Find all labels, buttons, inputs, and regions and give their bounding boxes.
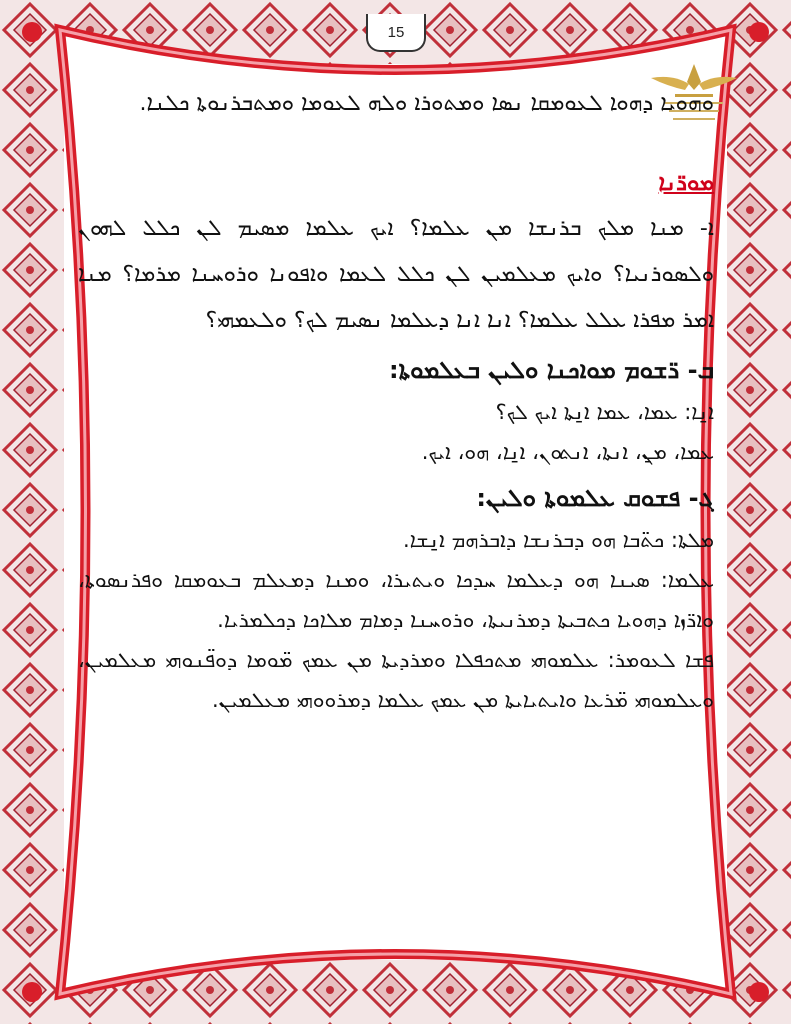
page-number: 15 — [366, 14, 426, 52]
exercise-b-line-2: ܥܡܐ، ܡ̱ܢ، ܐܢܬܐ، ܐܢܬܘܢ، ܐ̱ܢܐ، ܗܘ، ܐܝܟ. — [421, 440, 714, 464]
exercise-a: ܐ- ܡܢܐ ܡܠܟ ܒܪܢܫܐ ܡܢ ܥܠܡܐ؟ ܐܝܟ ܥܠܡܐ ܡܣܝܡ ܠܢ ܟܠܠ ܠܗܘܢ ܘܠܣܘܪܢܝܐ؟ ܘܐܝܟ ܡܥܠܡܝܢ ܠܢ ܟܠܠ ܠܥܡܐ ܘܐܦܘܢܐ ܘܪܘܚܢܐ ܡܪܡܐ؟ ܡܢܐ ܐܡܪ ܡܦܪܐ ܥܠܠ ܥܠܡܐ؟ ܐܢܐ ܐܢܐ ܕܥܠܡܐ ܢܣܝܡ ܠܟ؟ ܘܠܥܡܗܝ؟ — [78, 216, 714, 333]
exercise-c-line-2: ܥܠܡܐ: ܣܝܢܐ ܗܘ ܕܥܠܡܐ ܚܕܟܐ ܘܝܬܝܪܐ، ܘܡܢܐ ܕܡܥܠܡ ܒܥܘܡܩܐ ܘܦܪܢܣܘܬܐ، ܘܐܪ̈ܙܐ ܕܗܘܝܐ ܟܬܒܝܬܐ ܕܡܪܢܝܬܐ، ܘܪܘܚܢܐ ܕܡܐܡ ܡܠܐܟܐ ܕܟܠܡܪܝܐ. — [78, 568, 714, 632]
exercise-b-title: ܒ- ܪ̈ܫܘܡ ܡܘܐܟܢܐ ܘܠܝܢ ܒܥܠܡܘܬܐ: — [389, 356, 714, 384]
exercise-b-line-1: ܐ̱ܢܐ: ܥܡܐ، ܥܡܐ ܐ̱ܢܬܐ ܐܝܟ ܠܟ؟ — [495, 400, 714, 424]
exercise-c-title: ܓ- ܦܫܘܩ ܥܠܡܘܬܐ ܘܠܝܢ: — [476, 484, 714, 512]
page-content — [78, 78, 714, 720]
exercise-c-line-1: ܡܠܬܐ: ܟܬ̈ܒܐ ܗܘ ܕܒܪܢܫܐ ܕܐܒܪܗܡ ܐ̱ܢܫܐ. — [402, 528, 714, 552]
exercise-c-line-3: ܦܫܐ ܠܥܘܡܪ: ܥܠܡܘܗܝ ܡܬܟܦܠܐ ܘܡܪܕܝܬܐ ܡܢ ܥܡܟ ܡ̈ܘܡܐ ܕܘܦ̈ܢܘܗܝ ܡܥܠܡܝܢ، ܘܥܠܡܘܗܝ ܡ̈ܪܥܐ ܘܐܝܬܝܐܝܬܐ ܡܢ ܥܡܟ ܥܠܡܐ ܕܡܪܘܘܗܝ ܡܥܠܡܝܢ. — [78, 648, 714, 712]
exercises-heading: ܡܘܪ̈ܢܐ — [658, 171, 714, 196]
intro-paragraph: ܘܗܘܝܐ ܕܗܘܐ ܠܥܘܡܩܐ ܢܣܐ ܘܡܬܘܪܐ ܘܠܗ ܠܥܘܡܐ ܘܡܬܒܪܢܘܬܐ ܟܠܢܐ. — [139, 91, 714, 116]
